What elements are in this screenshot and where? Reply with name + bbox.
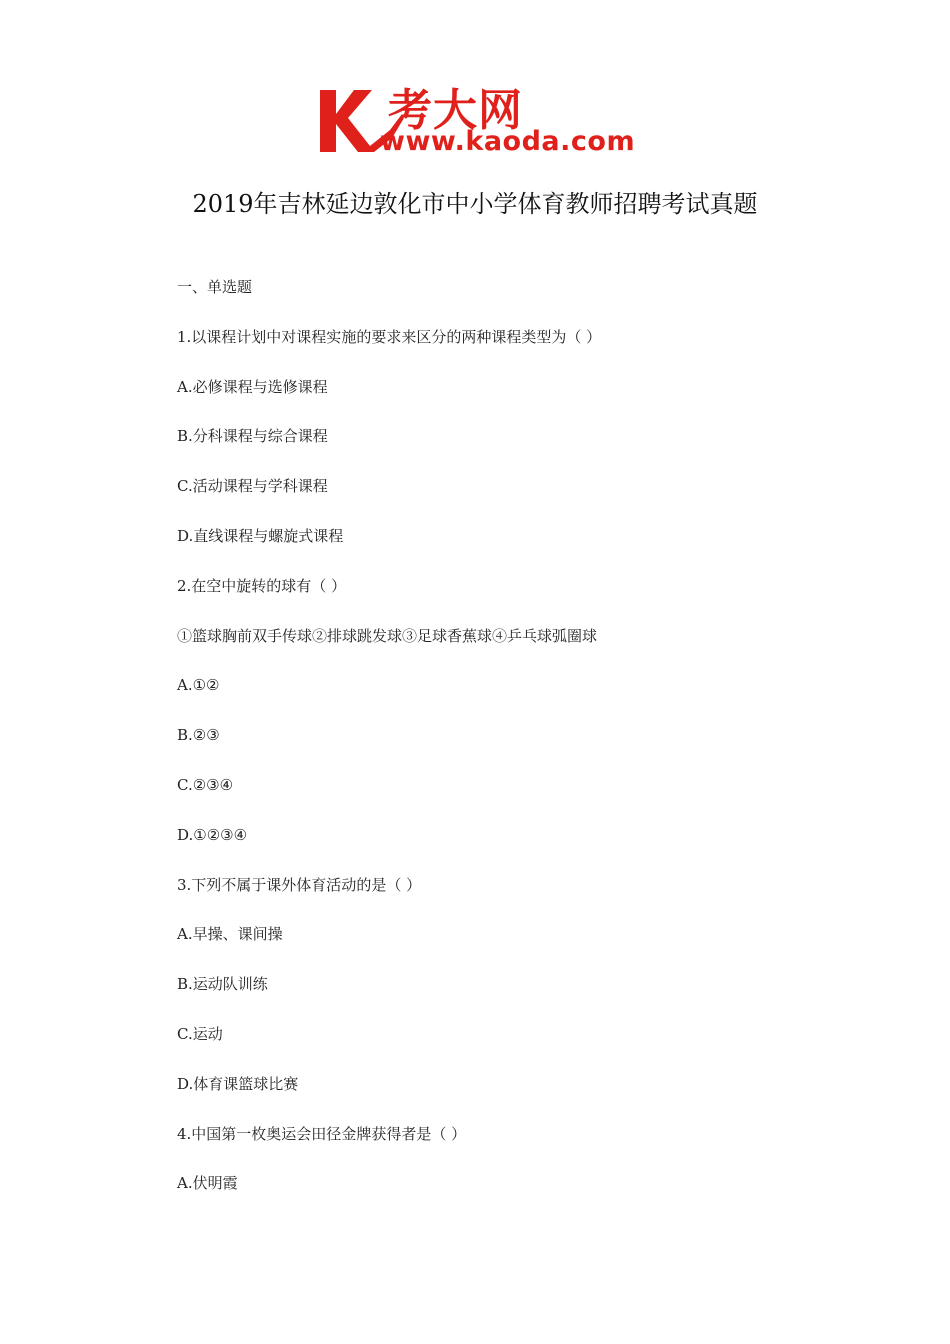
document-title: 2019年吉林延边敦化市中小学体育教师招聘考试真题: [192, 190, 758, 218]
option-2c: C.②③④: [177, 775, 234, 794]
kaoda-logo: [318, 80, 638, 162]
option-2a: A.①②: [177, 676, 220, 695]
option-1a: A.必修课程与选修课程: [177, 377, 328, 396]
question-3: 3.下列不属于课外体育活动的是（ ）: [177, 875, 422, 894]
option-2b: B.②③: [177, 726, 220, 745]
option-1c: C.活动课程与学科课程: [177, 477, 328, 496]
question-4: 4.中国第一枚奥运会田径金牌获得者是（ ）: [177, 1124, 467, 1143]
logo-brand-text: 考大网: [388, 85, 523, 136]
option-1d: D.直线课程与螺旋式课程: [177, 526, 344, 545]
option-1b: B.分科课程与综合课程: [177, 427, 328, 446]
question-1: 1.以课程计划中对课程实施的要求来区分的两种课程类型为（ ）: [177, 327, 602, 346]
section-heading: 一、单选题: [177, 278, 253, 296]
option-3b: B.运动队训练: [177, 975, 268, 994]
question-2: 2.在空中旋转的球有（ ）: [177, 576, 347, 595]
option-4a: A.伏明霞: [177, 1174, 238, 1193]
option-3a: A.早操、课间操: [177, 925, 283, 944]
logo-url-text: www.kaoda.com: [380, 126, 636, 157]
option-2d: D.①②③④: [177, 825, 248, 844]
question-list: [177, 274, 877, 1220]
option-3d: D.体育课篮球比赛: [177, 1074, 299, 1093]
question-2-items: ①篮球胸前双手传球②排球跳发球③足球香蕉球④乒乓球弧圈球: [177, 626, 598, 645]
option-3c: C.运动: [177, 1024, 223, 1043]
